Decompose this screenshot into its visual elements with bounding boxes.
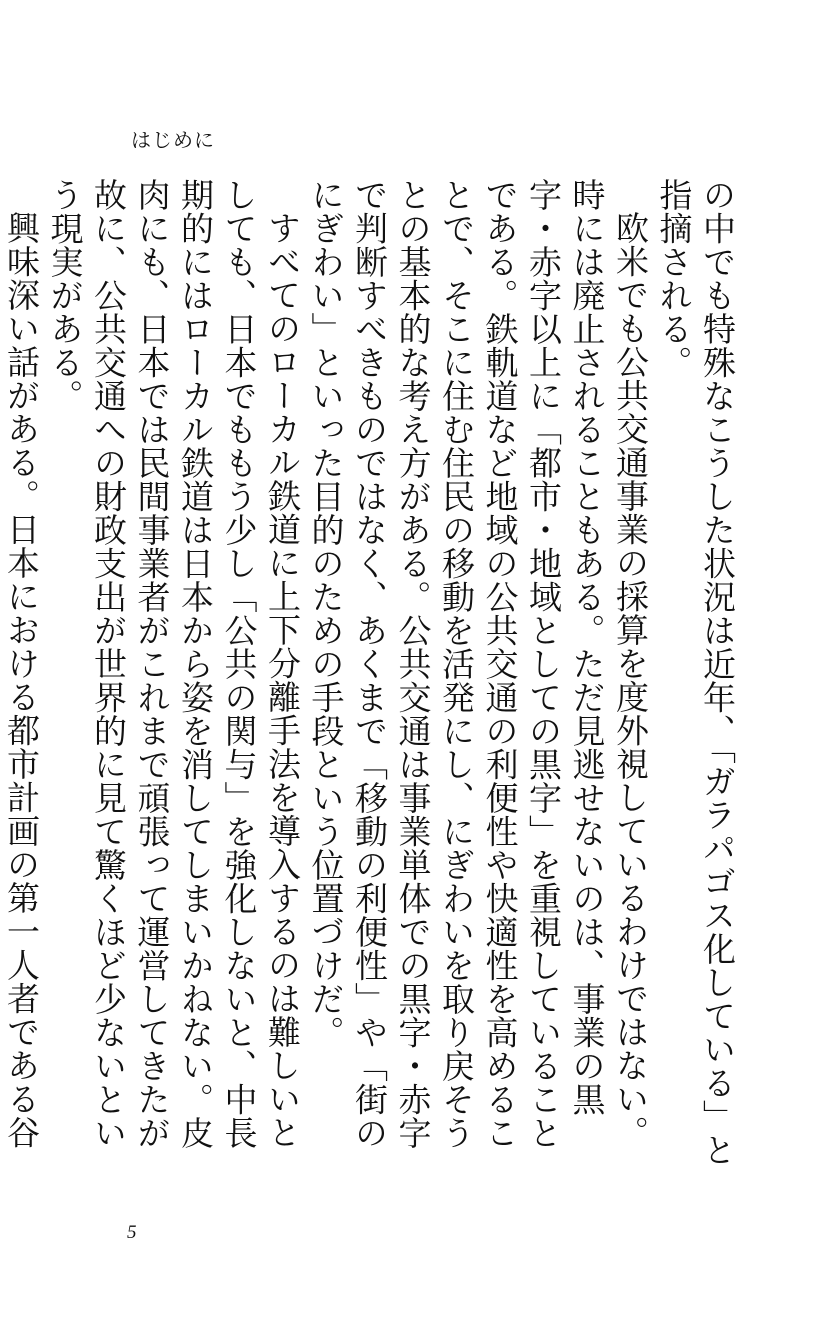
page-number: 5 [127, 1222, 137, 1243]
paragraph-2: 欧米でも公共交通事業の採算を度外視しているわけではない。時には廃止されることもある。ただ見逃せないのは、事業の黒字・赤字以上に「都市・地域としての黒字」を重視していることである。鉄軌道など地域の公共交通の利便性や快適性を高めることで、そこに住む住民の移動を活発にし、にぎわいを取り戻そうとの基本的な考え方がある。公共交通は事業単体での黒字・赤字で判断すべきものではなく、あくまで「移動の利便性」や「街のにぎわい」といった目的のための手段という位置づけだ。 [306, 178, 650, 1150]
paragraph-1: の中でも特殊なこうした状況は近年、「ガラパゴス化している」と指摘される。 [654, 178, 737, 1167]
body-text [2, 178, 739, 1178]
paragraph-4: 興味深い話がある。日本における都市計画の第一人者である谷 [2, 211, 41, 1149]
paragraph-3: すべてのローカル鉄道に上下分離手法を導入するのは難しいとしても、日本でももう少し「公共の関与」を強化しないと、中長期的にはローカル鉄道は日本から姿を消してしまいかねない。皮肉にも、日本では民間事業者がこれまで頑張って運営してきたが故に、公共交通への財政支出が世界的に見て驚くほど少ないという現実がある。 [45, 178, 302, 1150]
running-head: はじめに [131, 128, 215, 152]
